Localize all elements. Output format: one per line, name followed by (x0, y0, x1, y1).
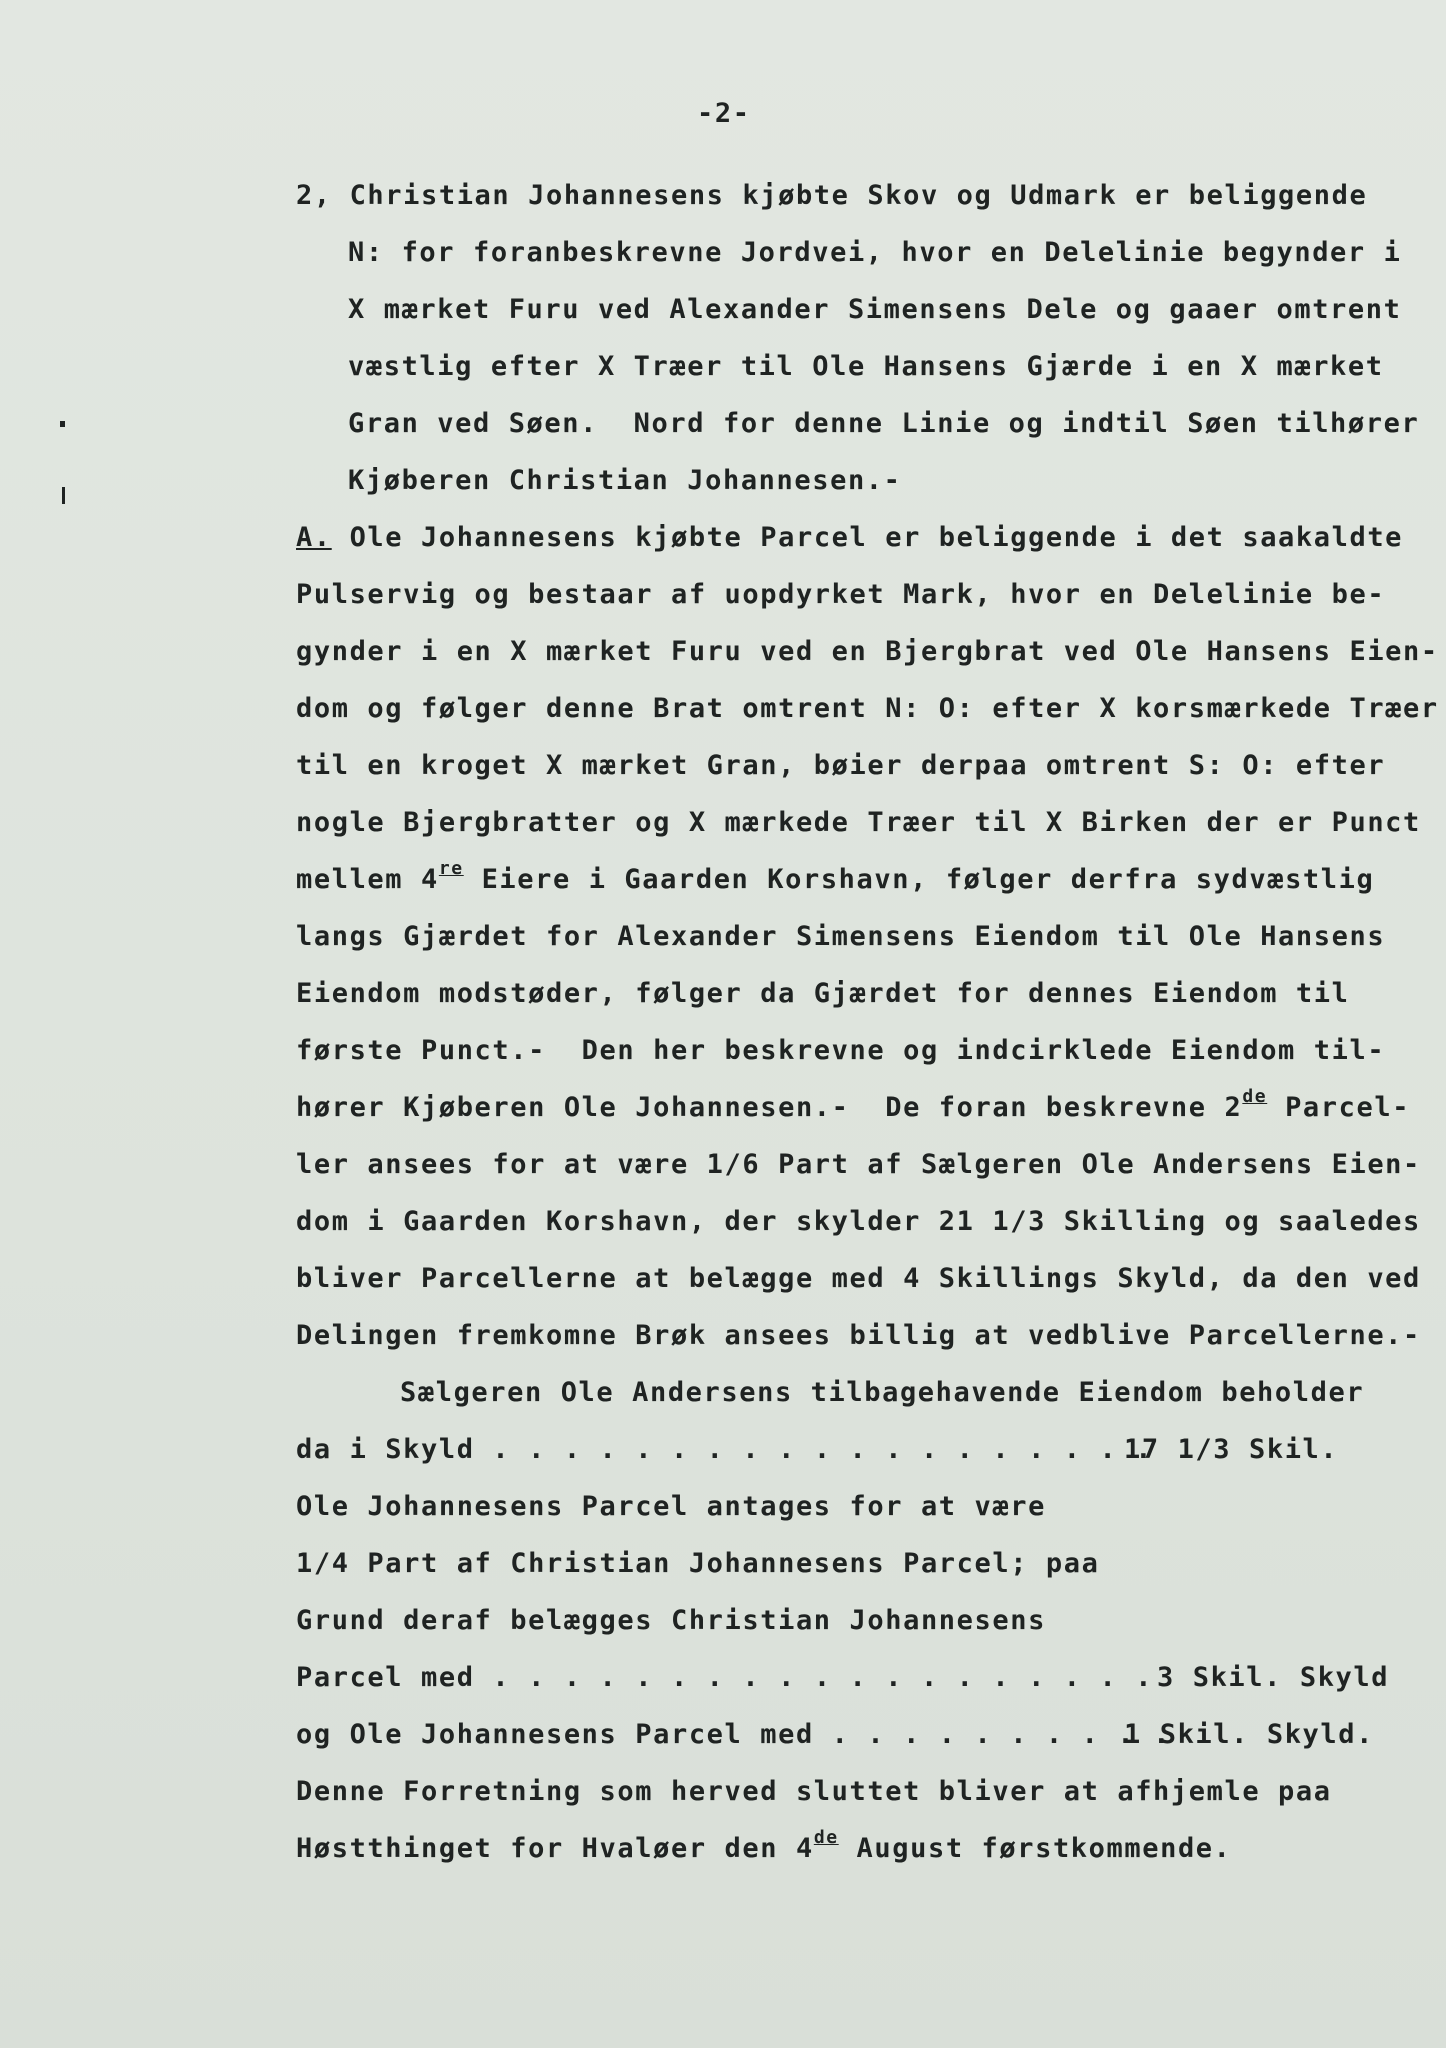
seller-skyld-label: da i Skyld . . . . . . . . . . . . . . . . . . . (296, 1434, 1154, 1465)
paragraph-a-line: dom i Gaarden Korshavn, der skylder 21 1/3 Skilling og saaledes (296, 1206, 1421, 1237)
ordinal-superscript: re (438, 858, 464, 879)
line-text: Eiere i Gaarden Korshavn, følger derfra sydvæstlig (463, 864, 1375, 895)
paragraph-2-line: Kjøberen Christian Johannesen.- (348, 465, 902, 496)
seller-line: 1/4 Part af Christian Johannesens Parcel; paa (296, 1548, 1100, 1579)
paragraph-2-line: N: for foranbeskrevne Jordvei, hvor en Delelinie begynder i (348, 237, 1402, 268)
parcel-label: Parcel med . . . . . . . . . . . . . . . . . . . (296, 1662, 1154, 1693)
line-text: mellem 4 (296, 864, 439, 895)
paragraph-a-line: ler ansees for at være 1/6 Part af Sælgeren Ole Andersens Eien- (296, 1149, 1421, 1180)
paragraph-a-line: Delingen fremkomne Brøk ansees billig at vedblive Parcellerne.- (296, 1320, 1421, 1351)
paragraph-a-line: Eiendom modstøder, følger da Gjærdet for dennes Eiendom til (296, 978, 1350, 1009)
paragraph-a-label: A. (296, 522, 332, 553)
paragraph-2-line: Gran ved Søen. Nord for denne Linie og indtil Søen tilhører (348, 408, 1420, 439)
paragraph-a-line (296, 858, 1375, 896)
paragraph-a-line: dom og følger denne Brat omtrent N: O: efter X korsmærkede Træer (296, 693, 1439, 724)
line-text: hører Kjøberen Ole Johannesen.- De foran beskrevne 2 (296, 1092, 1243, 1123)
ordinal-superscript: de (1242, 1086, 1268, 1107)
paragraph-2-line: væstlig efter X Træer til Ole Hansens Gjærde i en X mærket (348, 351, 1384, 382)
paragraph-a-line (296, 522, 1403, 554)
closing-line: Denne Forretning som herved sluttet bliver at afhjemle paa (296, 1776, 1332, 1807)
line-text: August førstkommende. (838, 1833, 1232, 1864)
line-text: og Ole Johannesens Parcel med (296, 1719, 814, 1750)
closing-line (296, 1827, 1232, 1865)
ole-parcel-label: og Ole Johannesens Parcel med . . . . . . . . . . (296, 1719, 1171, 1750)
page-number: -2- (697, 98, 751, 129)
seller-line: Sælgeren Ole Andersens tilbagehavende Eiendom beholder (400, 1377, 1365, 1408)
line-text: Høstthinget for Hvaløer den 4 (296, 1833, 814, 1864)
paragraph-a-line: første Punct.- Den her beskrevne og indcirklede Eiendom til- (296, 1035, 1386, 1066)
paragraph-a-line: gynder i en X mærket Furu ved en Bjergbrat ved Ole Hansens Eien- (296, 636, 1439, 667)
ordinal-superscript: de (813, 1827, 839, 1848)
line-text: Parcel- (1267, 1092, 1411, 1123)
paragraph-a-line: til en kroget X mærket Gran, bøier derpaa omtrent S: O: efter (296, 750, 1386, 781)
paragraph-a-line: langs Gjærdet for Alexander Simensens Eiendom til Ole Hansens (296, 921, 1386, 952)
seller-skyld-value: 17 1/3 Skil. (1124, 1434, 1339, 1465)
line-text: da i Skyld (296, 1434, 475, 1465)
paragraph-2-line: X mærket Furu ved Alexander Simensens Dele og gaaer omtrent (348, 294, 1402, 325)
paragraph-a-line1-text: Ole Johannesens kjøbte Parcel er beliggende i det saakaldte (331, 522, 1404, 553)
parcel-value: 3 Skil. Skyld (1157, 1662, 1390, 1693)
paragraph-a-line: Pulservig og bestaar af uopdyrket Mark, hvor en Delelinie be- (296, 579, 1386, 610)
line-text: Parcel med (296, 1662, 475, 1693)
paragraph-2-line: 2, Christian Johannesens kjøbte Skov og Udmark er beliggende (296, 180, 1368, 211)
paragraph-a-line: nogle Bjergbratter og X mærkede Træer til X Birken der er Punct (296, 807, 1421, 838)
seller-line: Ole Johannesens Parcel antages for at være (296, 1491, 1046, 1522)
margin-mark (62, 487, 65, 504)
margin-mark (60, 421, 65, 427)
paragraph-a-line (296, 1086, 1411, 1124)
ole-parcel-value: 1 Skil. Skyld. (1124, 1719, 1374, 1750)
paragraph-a-line: bliver Parcellerne at belægge med 4 Skillings Skyld, da den ved (296, 1263, 1421, 1294)
seller-line: Grund deraf belægges Christian Johannesens (296, 1605, 1046, 1636)
